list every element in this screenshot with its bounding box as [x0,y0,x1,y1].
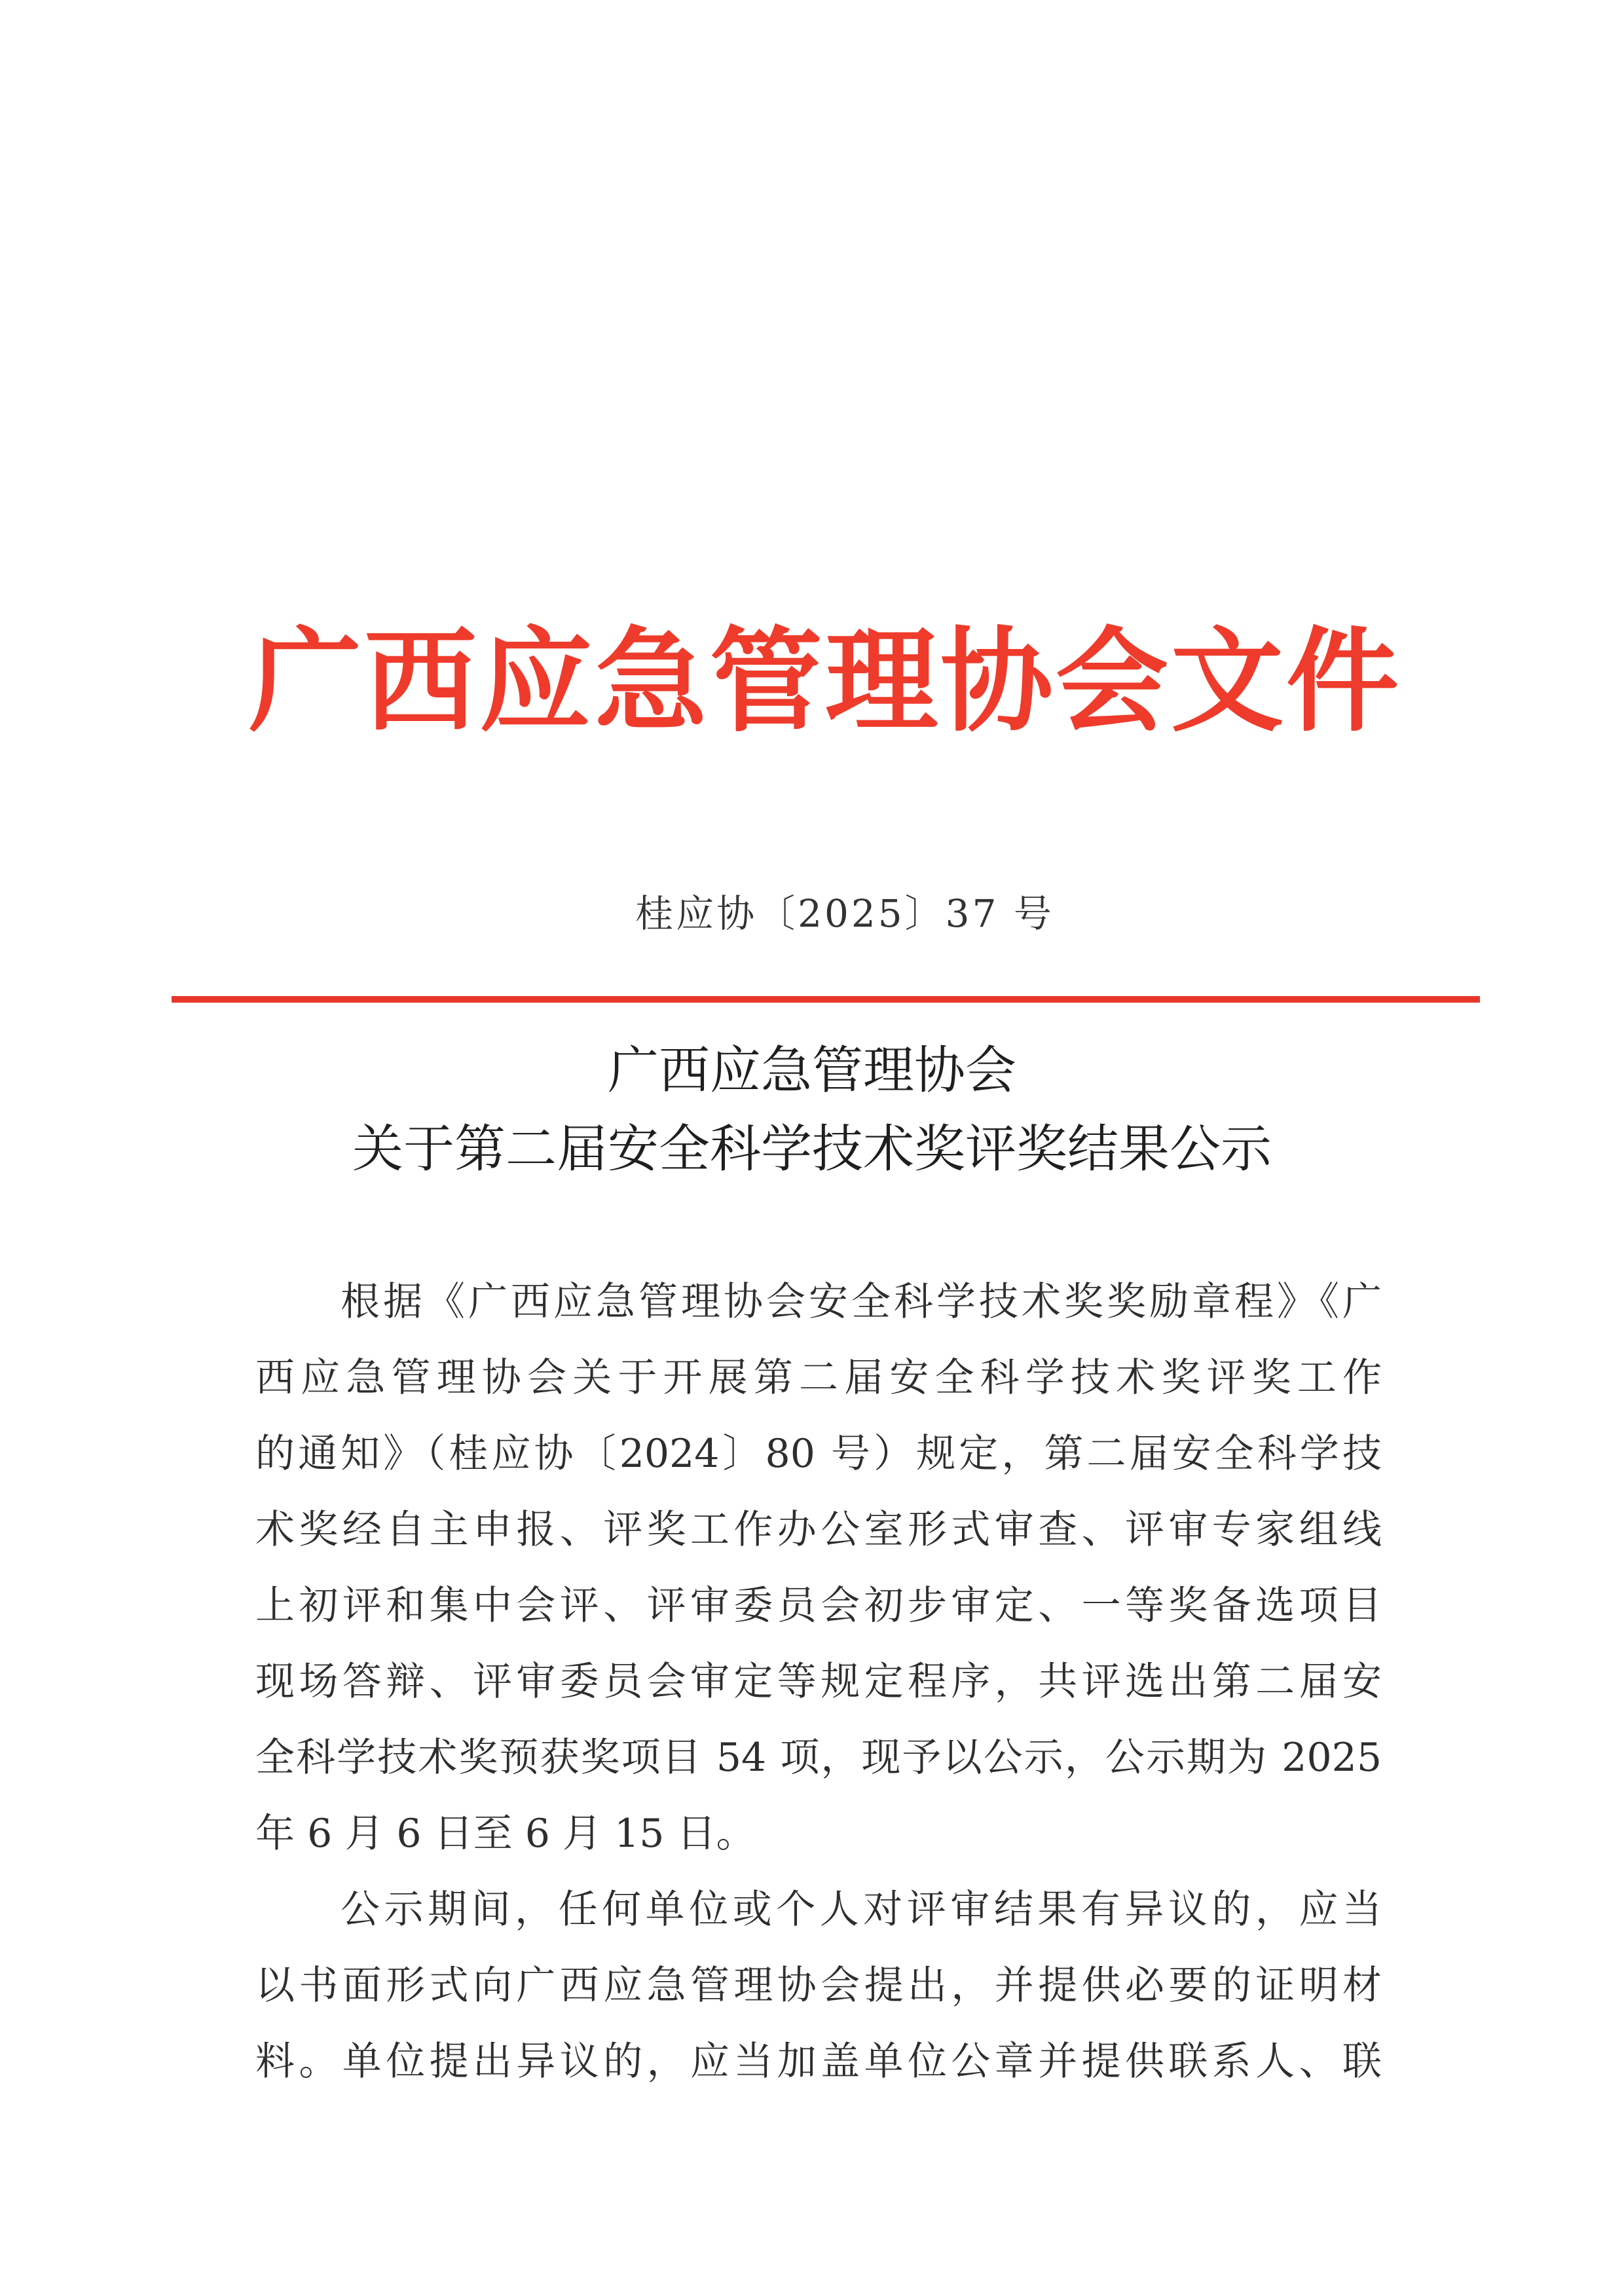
paragraph-2-line: 以书面形式向广西应急管理协会提出，并提供必要的证明材 [255,1963,1382,2009]
paragraph-1-line: 全科学技术奖预获奖项目 54 项，现予以公示，公示期为 2025 [255,1735,1382,1781]
notice-title-line-1: 广西应急管理协会 [607,1041,1016,1100]
paragraph-2-line: 公示期间，任何单位或个人对评审结果有异议的，应当 [341,1887,1382,1933]
masthead-title: 广西应急管理协会文件 [249,614,1401,747]
paragraph-2-line: 料。单位提出异议的，应当加盖单位公章并提供联系人、联 [255,2039,1382,2084]
paragraph-1-line: 上初评和集中会评、评审委员会初步审定、一等奖备选项目 [255,1583,1382,1629]
red-divider-rule [172,996,1480,1003]
paragraph-1-line: 现场答辩、评审委员会审定等规定程序，共评选出第二届安 [255,1659,1382,1705]
notice-title-line-2: 关于第二届安全科学技术奖评奖结果公示 [352,1120,1272,1179]
paragraph-1-line: 的通知》（桂应协〔2024〕80 号）规定，第二届安全科学技 [255,1431,1382,1477]
paragraph-1-line: 西应急管理协会关于开展第二届安全科学技术奖评奖工作 [255,1355,1382,1401]
paragraph-1-line: 根据《广西应急管理协会安全科学技术奖奖励章程》《广 [341,1279,1382,1325]
paragraph-1-line: 术奖经自主申报、评奖工作办公室形式审查、评审专家组线 [255,1507,1382,1553]
paragraph-1-line: 年 6 月 6 日至 6 月 15 日。 [255,1811,756,1857]
document-number: 桂应协〔2025〕37 号 [635,891,1054,936]
